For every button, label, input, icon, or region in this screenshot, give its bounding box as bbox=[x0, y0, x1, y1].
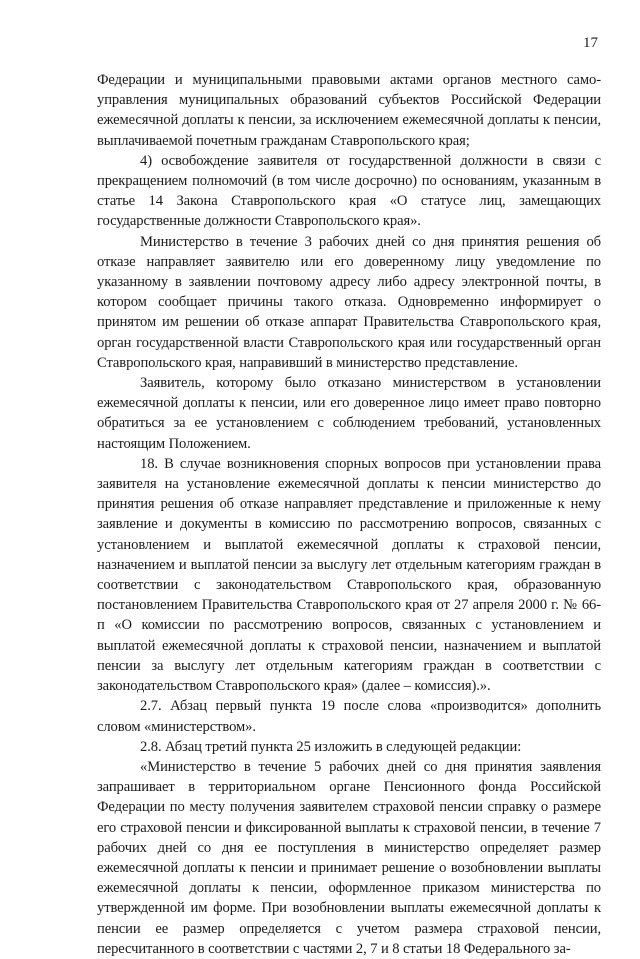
document-body bbox=[97, 70, 601, 959]
paragraph-item-2-7: 2.7. Абзац первый пункта 19 после слова «производится» дополнить словом «министерством». bbox=[97, 698, 601, 735]
paragraph-refusal-notice: Министерство в течение 3 рабочих дней со дня принятия решения об отказе направляет заявителю или его доверенному лицу уведомление по указанному в заявлении почтовому адресу либо адресу электронной почты, в котором сообщает причины такого отказа. Одновременно информирует о принятом им решении об отказе аппарат Правительства Ставропольского края, орган государственной власти Ставропольского края или государственный орган Ставропольского края, направивший в министерство представление. bbox=[97, 233, 601, 371]
paragraph-new-wording: «Министерство в течение 5 рабочих дней со дня принятия заявления запрашивает в территориальном органе Пенсионного фонда Российской Федерации по месту получения заявителем страховой пенсии справку о размере его страховой пенсии и фиксированной выплаты к страховой пенсии, в течение 7 рабочих дней со дня ее поступления в министерство определяет размер ежемесячной доплаты к пенсии и принимает решение о возобновлении выплаты ежемесячной доплаты к пенсии, оформленное приказом министерства по утвержденной им форме. При возобновлении выплаты ежемесячной доплаты к пенсии ее размер определяется с учетом размера страховой пенсии, пересчитанного в соответствии с частями 2, 7 и 8 статьи 18 Федерального за- bbox=[97, 758, 601, 957]
paragraph-item-18: 18. В случае возникновения спорных вопросов при установлении права заявителя на установление ежемесячной доплаты к пенсии министерство до принятия решения об отказе направляет представление и приложенные к нему заявление и документы в комиссию по рассмотрению вопросов, связанных с установлением и выплатой ежемесячной доплаты к страховой пенсии, назначением и выплатой пенсии за выслугу лет отдельным категориям граждан в соответствии с законодательством Ставропольского края, образованную постановлением Правительства Ставропольского края от 27 апреля 2000 г. № 66-п «О комиссии по рассмотрению вопросов, связанных с установлением и выплатой ежемесячной доплаты к страховой пенсии, назначением и выплатой пенсии за выслугу лет отдельным категориям граждан в соответствии с законодательством Ставропольского края» (далее – комиссия).». bbox=[97, 455, 601, 695]
paragraph-continuation: Федерации и муниципальными правовыми актами органов местного само-управления муниципальных образований субъектов Российской Федерации ежемесячной доплаты к пенсии, за исключением ежемесячной доплаты к пенсии, выплачиваемой почетным гражданам Ставропольского края; bbox=[97, 72, 601, 149]
paragraph-reapply-right: Заявитель, которому было отказано министерством в установлении ежемесячной доплаты к пенсии, или его доверенное лицо имеет право повторно обратиться за ее установлением с соблюдением требований, установленных настоящим Положением. bbox=[97, 375, 601, 452]
paragraph-item-2-8: 2.8. Абзац третий пункта 25 изложить в следующей редакции: bbox=[140, 738, 522, 755]
paragraph-item-4: 4) освобождение заявителя от государственной должности в связи с прекращением полномочий (в том числе досрочно) по основаниям, указанным в статье 14 Закона Ставропольского края «О статусе лиц, замещающих государственные должности Ставропольского края». bbox=[97, 152, 601, 230]
page-number: 17 bbox=[583, 35, 598, 51]
